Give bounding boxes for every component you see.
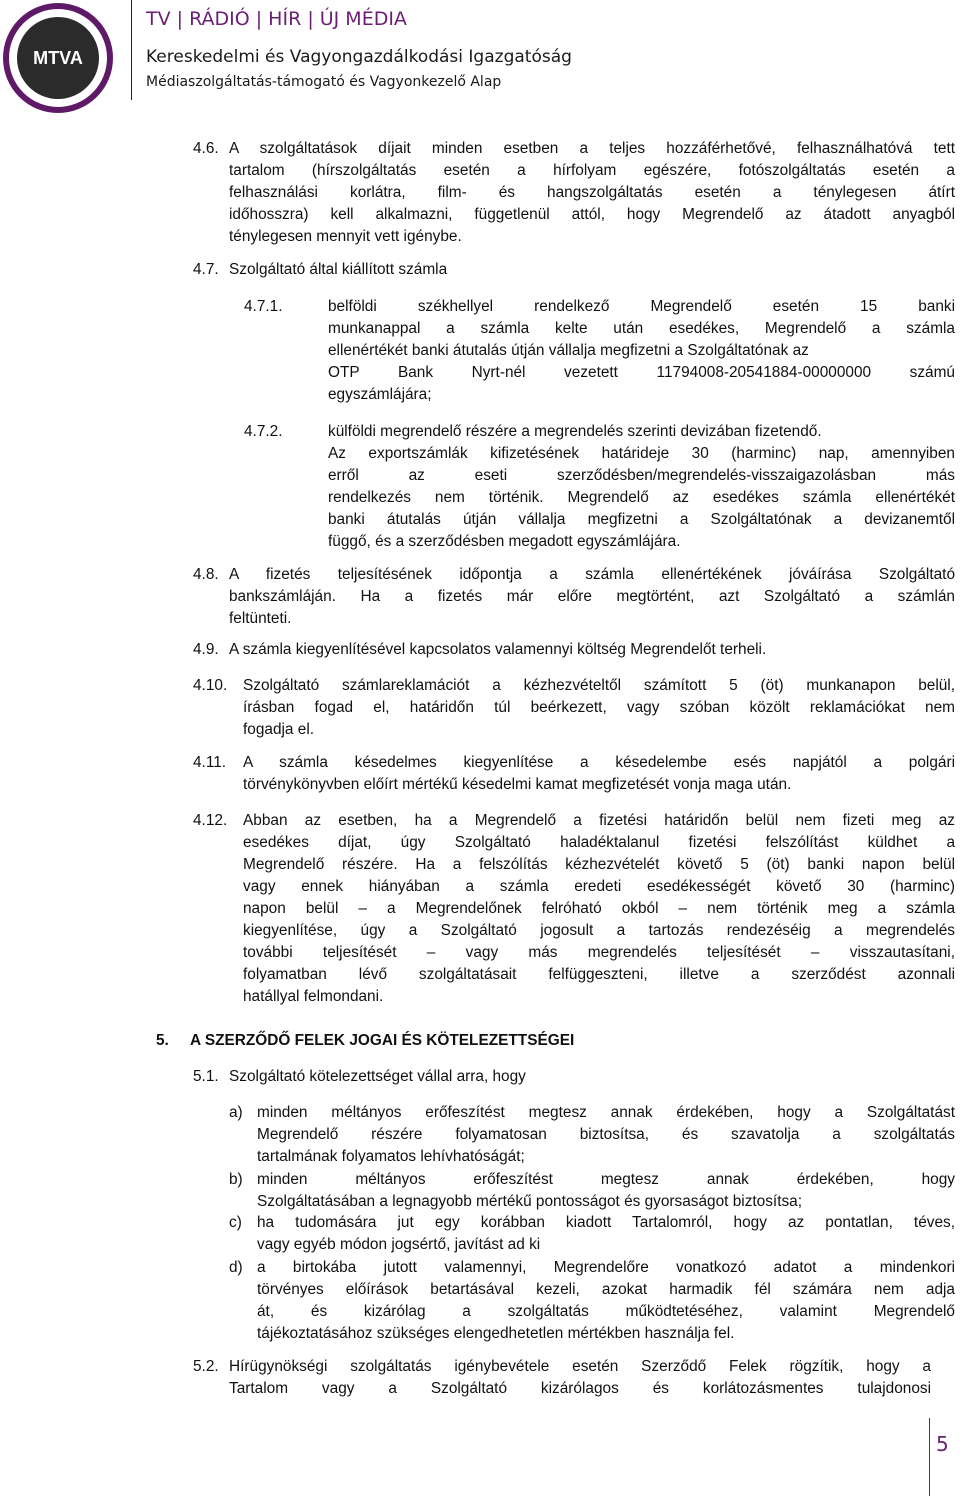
section-4-10-paragraph: Szolgáltató számlareklamációt a kézhezvételtől számított 5 (öt) munkanapon belül, írásban fogad el, határidőn túl beérkezett, vagy szóban közölt reklamációkat nem fogadja el. bbox=[243, 677, 955, 738]
section-number: 4.10. bbox=[193, 677, 228, 694]
section-number: 5.2. bbox=[193, 1358, 219, 1375]
list-item-label: a) bbox=[229, 1104, 243, 1121]
section-title: Szolgáltató kötelezettséget vállal arra, hogy bbox=[229, 1068, 526, 1085]
section-4-8-paragraph: A fizetés teljesítésének időpontja a számla ellenértékének jóváírása Szolgáltató bankszámláján. Ha a fizetés már előre megtörtént, azt Szolgáltató a számlán feltünteti. bbox=[229, 566, 955, 627]
section-number: 4.11. bbox=[193, 754, 227, 771]
logo-text: MTVA bbox=[33, 48, 83, 68]
fund-name: Médiaszolgáltatás-támogató és Vagyonkezelő Alap bbox=[146, 74, 502, 90]
list-item-label: b) bbox=[229, 1171, 243, 1188]
section-4-11-paragraph: A számla késedelmes kiegyenlítése a késedelembe esés napjától a polgári törvénykönyvben előírt mértékű késedelmi kamat megfizetését vonja maga után. bbox=[243, 754, 955, 793]
list-item-label: c) bbox=[229, 1214, 242, 1231]
section-number: 4.7. bbox=[193, 261, 219, 278]
list-item: minden méltányos erőfeszítést megtesz annak érdekében, hogy Szolgáltatásában a legnagyobb mértékű pontosságot és gyorsaságot biztosítsa; bbox=[257, 1171, 955, 1210]
section-number: 4.9. bbox=[193, 641, 219, 658]
list-item: minden méltányos erőfeszítést megtesz annak érdekében, hogy a Szolgáltatást Megrendelő részére folyamatosan biztosítsa, és szavatolja a szolgáltatás tartalmának folyamatos lehívhatóságát; bbox=[257, 1104, 955, 1165]
mtva-logo bbox=[2, 2, 114, 114]
section-4-7-2-paragraph: külföldi megrendelő részére a megrendelés szerinti devizában fizetendő. Az exportszámlák kifizetésének határideje 30 (harminc) nap, amennyiben erről az eseti szerződésben/megrendelés-visszaigazolásban más rendelkezés nem történik. Megrendelő az esedékes számla ellenértékét banki átutalás útján vállalja megfizetni a Szolgáltatónak a devizanemtől függő, és a szerződésben megadott egyszámlájára. bbox=[328, 423, 955, 550]
section-5-2-paragraph: Hírügynökségi szolgáltatás igénybevétele esetén Szerződő Felek rögzítik, hogy a Tartalom vagy a Szolgáltató kizárólagos és korlátozásmentes tulajdonosi bbox=[229, 1358, 931, 1397]
section-title: Szolgáltató által kiállított számla bbox=[229, 261, 448, 278]
section-4-7-1-continuation: OTP Bank Nyrt-nél vezetett 11794008-20541884-00000000 számú egyszámlájára; bbox=[328, 364, 955, 403]
section-4-9-paragraph: A számla kiegyenlítésével kapcsolatos valamennyi költség Megrendelőt terheli. bbox=[229, 641, 767, 658]
brand-line: TV | RÁDIÓ | HÍR | ÚJ MÉDIA bbox=[146, 8, 407, 30]
list-item: ha tudomására jut egy korábban kiadott Tartalomról, hogy az pontatlan, téves, vagy egyéb módon jogsértő, javítást ad ki bbox=[257, 1214, 955, 1253]
section-number: 4.6. bbox=[193, 140, 219, 157]
section-number: 4.7.1. bbox=[244, 298, 283, 315]
page-number: 5 bbox=[936, 1432, 949, 1456]
list-item-label: d) bbox=[229, 1259, 243, 1276]
section-4-12-paragraph: Abban az esetben, ha a Megrendelő a fizetési határidőn belül nem fizeti meg az esedékes díjat, úgy Szolgáltató haladéktalanul fizetési felszólítást küldhet a Megrendelő részére. Ha a felszólítás kézhezvételét követő 5 (öt) banki napon belül vagy ennek hiányában a számla eredeti esedékességét követő 30 (harminc) napon belül – a Megrendelőnek felróható okból – nem történik meg a számla kiegyenlítése, úgy a Szolgáltató jogosult a tartozás rendezéséig a megrendelés további teljesítését – vagy más megrendelés teljesítését – visszautasítani, folyamatban lévő szolgáltatásait felfüggeszteni, illetve a szerződést azonnali hatállyal felmondani. bbox=[243, 812, 955, 1005]
section-4-6-paragraph: A szolgáltatások díjait minden esetben a teljes hozzáférhetővé, felhasználhatóvá tett bbox=[229, 140, 955, 157]
section-4-6-continuation: tartalom (hírszolgáltatás esetén a hírfolyam egészére, fotószolgáltatás esetén a felhasználási korlátra, film- és hangszolgáltatás esetén a ténylegesen átírt időhosszra) kell alkalmazni, függetlenül attól, hogy Megrendelő az átadott anyagból ténylegesen mennyit vett igénybe. bbox=[229, 162, 955, 245]
section-4-7-1-paragraph: belföldi székhellyel rendelkező Megrendelő esetén 15 banki munkanappal a számla kelte után esedékes, Megrendelő a számla ellenértékét banki átutalás útján vállalja megfizetni a Szolgáltatónak az bbox=[328, 298, 955, 359]
list-item: a birtokába jutott valamennyi, Megrendelőre vonatkozó adatot a mindenkori törvényes előírások betartásával kezeli, azokat harmadik fél számára nem adja át, és kizárólag a szolgáltatás működtetéséhez, valamint Megrendelő tájékoztatásához szükséges elengedhetetlen mértékben használja fel. bbox=[257, 1259, 955, 1342]
chapter-number: 5. bbox=[156, 1032, 169, 1049]
chapter-title: A SZERZŐDŐ FELEK JOGAI ÉS KÖTELEZETTSÉGEI bbox=[190, 1032, 575, 1049]
section-number: 4.12. bbox=[193, 812, 228, 829]
page-number-divider bbox=[929, 1418, 930, 1496]
directorate-name: Kereskedelmi és Vagyongazdálkodási Igazgatóság bbox=[146, 47, 572, 67]
section-number: 5.1. bbox=[193, 1068, 219, 1085]
section-number: 4.7.2. bbox=[244, 423, 283, 440]
header-divider bbox=[131, 0, 132, 100]
section-number: 4.8. bbox=[193, 566, 219, 583]
